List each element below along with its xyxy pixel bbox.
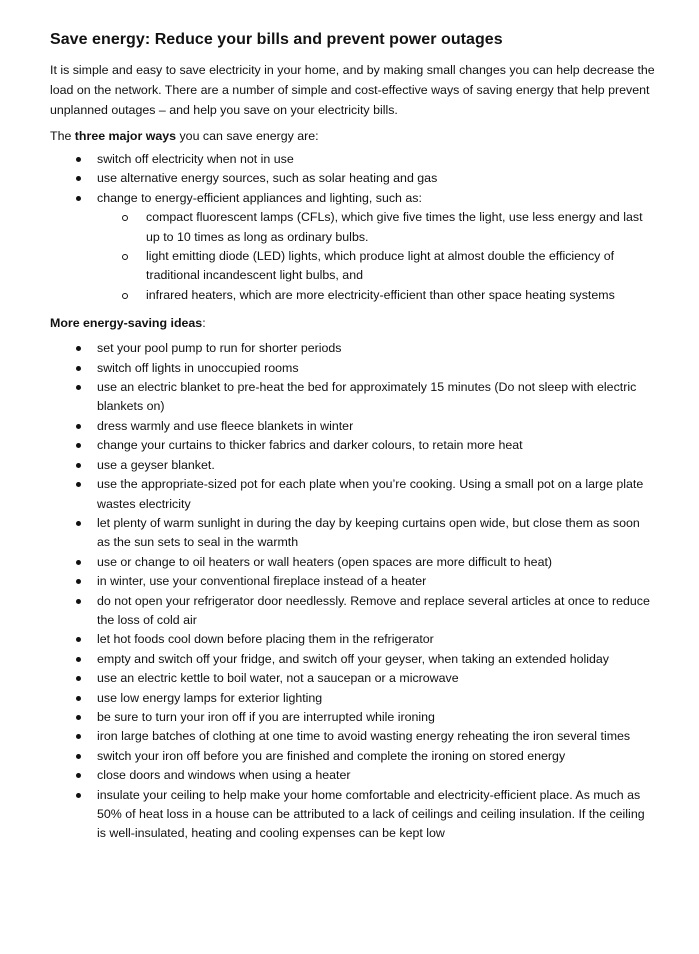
list-item: change your curtains to thicker fabrics and darker colours, to retain more heat	[50, 436, 655, 455]
intro-paragraph: It is simple and easy to save electricity in your home, and by making small changes you can help decrease the load on the network. There are a number of simple and cost-effective ways of saving energy that help prevent unplanned outages – and help you save on your electricity bills.	[50, 63, 655, 117]
list-item: be sure to turn your iron off if you are interrupted while ironing	[50, 708, 655, 727]
list-item: use an electric blanket to pre-heat the bed for approximately 15 minutes (Do not sleep with electric blankets on)	[50, 378, 655, 417]
list-item: use or change to oil heaters or wall heaters (open spaces are more difficult to heat)	[50, 553, 655, 572]
efficient-appliances-sublist	[97, 208, 655, 305]
list-item: switch your iron off before you are finished and complete the ironing on stored energy	[50, 747, 655, 766]
list-item: use low energy lamps for exterior lighting	[50, 689, 655, 708]
sublist-item: light emitting diode (LED) lights, which produce light at almost double the efficiency of traditional incandescent light bulbs, and	[97, 247, 655, 286]
more-ideas-colon: :	[202, 316, 206, 331]
lead-text-after: you can save energy are:	[176, 129, 319, 143]
list-item: empty and switch off your fridge, and switch off your geyser, when taking an extended holiday	[50, 650, 655, 669]
list-item: change to energy-efficient appliances and lighting, such as: compact fluorescent lamps (CFLs), which give five times the light, use less energy and last up to 10 times as long as ordinary bulbs. light emitting diode (LED) lights, which produce light at almost double the efficiency of traditional incandescent light bulbs, and infrared heaters, which are more electricity-efficient than other space heating systems	[50, 189, 655, 305]
list-item: let hot foods cool down before placing them in the refrigerator	[50, 630, 655, 649]
energy-saving-ideas-list	[50, 339, 655, 844]
list-item: let plenty of warm sunlight in during the day by keeping curtains open wide, but close them as soon as the sun sets to seal in the warmth	[50, 514, 655, 553]
list-item: switch off electricity when not in use	[50, 150, 655, 169]
lead-text-bold: three major ways	[74, 129, 177, 143]
list-item: dress warmly and use fleece blankets in winter	[50, 417, 655, 436]
sublist-item: compact fluorescent lamps (CFLs), which give five times the light, use less energy and last up to 10 times as long as ordinary bulbs.	[97, 208, 655, 247]
list-item: iron large batches of clothing at one time to avoid wasting energy reheating the iron several times	[50, 727, 655, 746]
list-item: do not open your refrigerator door needlessly. Remove and replace several articles at once to reduce the loss of cold air	[50, 592, 655, 631]
more-ideas-bold: More energy-saving ideas	[50, 316, 203, 331]
major-ways-lead	[50, 126, 655, 146]
list-item: close doors and windows when using a heater	[50, 766, 655, 785]
list-item: set your pool pump to run for shorter periods	[50, 339, 655, 358]
list-item: in winter, use your conventional fireplace instead of a heater	[50, 572, 655, 591]
major-ways-list	[50, 150, 655, 305]
list-item: use an electric kettle to boil water, not a saucepan or a microwave	[50, 669, 655, 688]
lead-text-before: The	[50, 129, 75, 143]
more-ideas-heading	[50, 313, 655, 333]
list-item: use the appropriate-sized pot for each plate when you’re cooking. Using a small pot on a large plate wastes electricity	[50, 475, 655, 514]
list-item: switch off lights in unoccupied rooms	[50, 359, 655, 378]
sublist-item: infrared heaters, which are more electricity-efficient than other space heating systems	[97, 286, 655, 305]
list-item: use alternative energy sources, such as solar heating and gas	[50, 169, 655, 188]
list-item: use a geyser blanket.	[50, 456, 655, 475]
list-item: insulate your ceiling to help make your home comfortable and electricity-efficient place. As much as 50% of heat loss in a house can be attributed to a lack of ceilings and ceiling insulation. If the ceiling is well-insulated, heating and cooling expenses can be kept low	[50, 786, 655, 844]
page-title: Save energy: Reduce your bills and prevent power outages	[50, 31, 503, 48]
